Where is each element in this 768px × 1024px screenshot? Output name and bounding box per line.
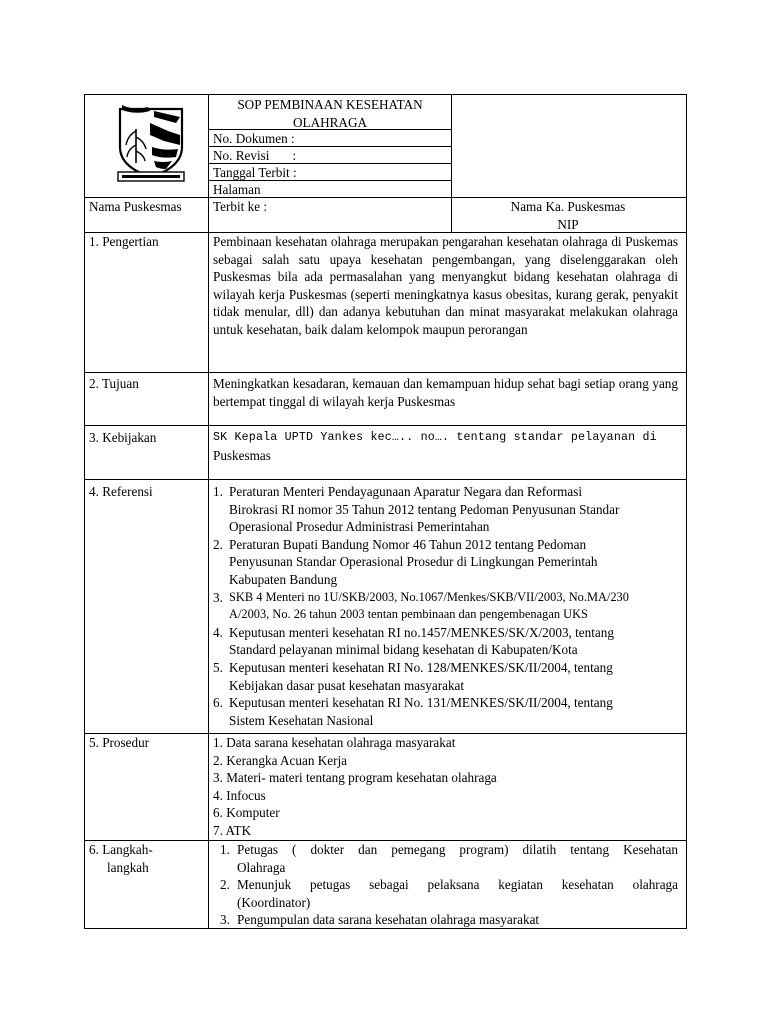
list-item (220, 876, 678, 911)
section-text-pengertian: Pembinaan kesehatan olahraga merupakan pengarahan kesehatan olahraga di Puskemas sebagai salah satu upaya kesehatan pengembangan, yang diselenggarakan oleh Puskesmas bila ada permasalahan yang menyangkut bidang kesehatan olahraga di wilayah kerja Puskesmas (seperti meningkatnya kasus obesitas, kurang gerak, penyakit tidak menular, dll) dan adanya kebutuhan dan minat masyarakat melakukan olahraga untuk kesehatan, baik dalam kelompok maupun perorangan (213, 234, 678, 337)
list-item: 3. Materi- materi tentang program kesehatan olahraga (213, 770, 497, 786)
no-dokumen-label: No. Dokumen : (213, 131, 295, 146)
halaman-label: Halaman (213, 182, 261, 197)
table-border-col1 (208, 94, 209, 929)
list-item-line: Keputusan menteri kesehatan RI No. 128/MENKES/SK/II/2004, tentang (229, 659, 613, 675)
list-item (213, 624, 683, 659)
list-item-line: Olahraga (237, 859, 286, 875)
table-border-outer-left (84, 94, 85, 929)
list-item (220, 911, 678, 929)
row-separator (84, 425, 687, 426)
section-text-kebijakan-line1: SK Kepala UPTD Yankes kec….. no…. tentang standar pelayanan di (213, 431, 657, 444)
list-item-line: SKB 4 Menteri no 1U/SKB/2003, No.1067/Menkes/SKB/VII/2003, No.MA/230 (229, 589, 629, 604)
list-item-line: (Koordinator) (237, 894, 311, 910)
regency-emblem-logo (114, 101, 188, 187)
section-text-kebijakan-line2: Puskesmas (213, 448, 271, 463)
list-item-line: Sistem Kesehatan Nasional (229, 712, 374, 728)
list-item-line: Operasional Prosedur Administrasi Pemerintahan (229, 519, 490, 535)
section-label-tujuan: 2. Tujuan (89, 376, 139, 391)
list-item (213, 483, 683, 536)
referensi-list (213, 483, 683, 729)
list-item: 6. Komputer (213, 805, 280, 821)
list-item-line: Petugas ( dokter dan pemegang program) dilatih tentang Kesehatan (237, 842, 678, 857)
list-item: 7. ATK (213, 822, 252, 838)
list-item-number: 3. (213, 589, 223, 605)
list-item (213, 589, 683, 624)
list-item-number: 1. (220, 842, 230, 857)
section-label-prosedur: 5. Prosedur (89, 735, 150, 750)
list-item (220, 841, 678, 876)
section-label-referensi: 4. Referensi (89, 484, 153, 499)
list-item-line: Standard pelayanan minimal bidang kesehatan di Kabupaten/Kota (229, 642, 578, 658)
list-item-line: Kabupaten Bandung (229, 571, 338, 587)
list-item-line: Peraturan Bupati Bandung Nomor 46 Tahun 2012 tentang Pedoman (229, 536, 587, 552)
list-item-number: 6. (213, 695, 223, 711)
list-item (213, 536, 683, 589)
nama-puskesmas-label: Nama Puskesmas (89, 199, 182, 214)
list-item-line: A/2003, No. 26 tahun 2003 tentan pembinaan dan pengembenagan UKS (229, 607, 588, 622)
list-item-line: Birokrasi RI nomor 35 Tahun 2012 tentang Pedoman Penyusunan Standar (229, 501, 620, 517)
list-item-number: 5. (213, 659, 223, 675)
tanggal-terbit-label: Tanggal Terbit : (213, 165, 297, 180)
list-item: 1. Data sarana kesehatan olahraga masyarakat (213, 735, 456, 750)
section-label-pengertian: 1. Pengertian (89, 234, 159, 249)
list-item-number: 3. (220, 912, 230, 928)
list-item-line: Kebijakan dasar pusat kesehatan masyarakat (229, 677, 465, 693)
no-revisi-label: No. Revisi : (213, 148, 297, 163)
emblem-shield-icon (114, 101, 188, 187)
list-item (213, 694, 683, 729)
row-separator (84, 372, 687, 373)
list-item-line: Pengumpulan data sarana kesehatan olahraga masyarakat (237, 912, 540, 928)
list-item-number: 2. (213, 536, 223, 552)
table-border-outer-right (686, 94, 687, 929)
terbit-ke-label: Terbit ke : (213, 199, 268, 214)
document-title-line1: SOP PEMBINAAN KESEHATAN (237, 97, 423, 112)
list-item (213, 659, 683, 694)
list-item-line: Peraturan Menteri Pendayagunaan Aparatur Negara dan Reformasi (229, 484, 582, 499)
list-item-line: Penyusunan Standar Operasional Prosedur di Lingkungan Pemerintah (229, 554, 598, 570)
list-item-line: Keputusan menteri kesehatan RI No. 131/MENKES/SK/II/2004, tentang (229, 695, 613, 711)
langkah-list (220, 841, 678, 929)
nama-ka-puskesmas-label: Nama Ka. Puskesmas (510, 199, 626, 214)
section-label-langkah-line2: langkah (107, 859, 149, 875)
list-item: 2. Kerangka Acuan Kerja (213, 752, 348, 768)
section-text-tujuan: Meningkatkan kesadaran, kemauan dan kemampuan hidup sehat bagi setiap orang yang bertempat tinggal di wilayah kerja Puskesmas (213, 376, 678, 409)
list-item-number: 4. (213, 624, 223, 640)
list-item-line: Menunjuk petugas sebagai pelaksana kegiatan kesehatan olahraga (237, 877, 678, 893)
list-item-number: 2. (220, 877, 230, 893)
prosedur-list (213, 734, 678, 840)
document-title-line2: OLAHRAGA (293, 114, 367, 130)
nip-label: NIP (557, 216, 579, 232)
section-label-langkah (89, 841, 153, 876)
kepala-puskesmas-signature (453, 198, 683, 233)
list-item: 4. Infocus (213, 787, 266, 803)
section-label-kebijakan: 3. Kebijakan (89, 430, 157, 445)
section-label-langkah-line1: 6. Langkah- (89, 842, 153, 857)
table-border-top (84, 94, 687, 95)
list-item-line: Keputusan menteri kesehatan RI no.1457/MENKES/SK/X/2003, tentang (229, 624, 614, 640)
document-title (210, 96, 450, 131)
row-separator (84, 479, 687, 480)
list-item-number: 1. (213, 484, 223, 499)
